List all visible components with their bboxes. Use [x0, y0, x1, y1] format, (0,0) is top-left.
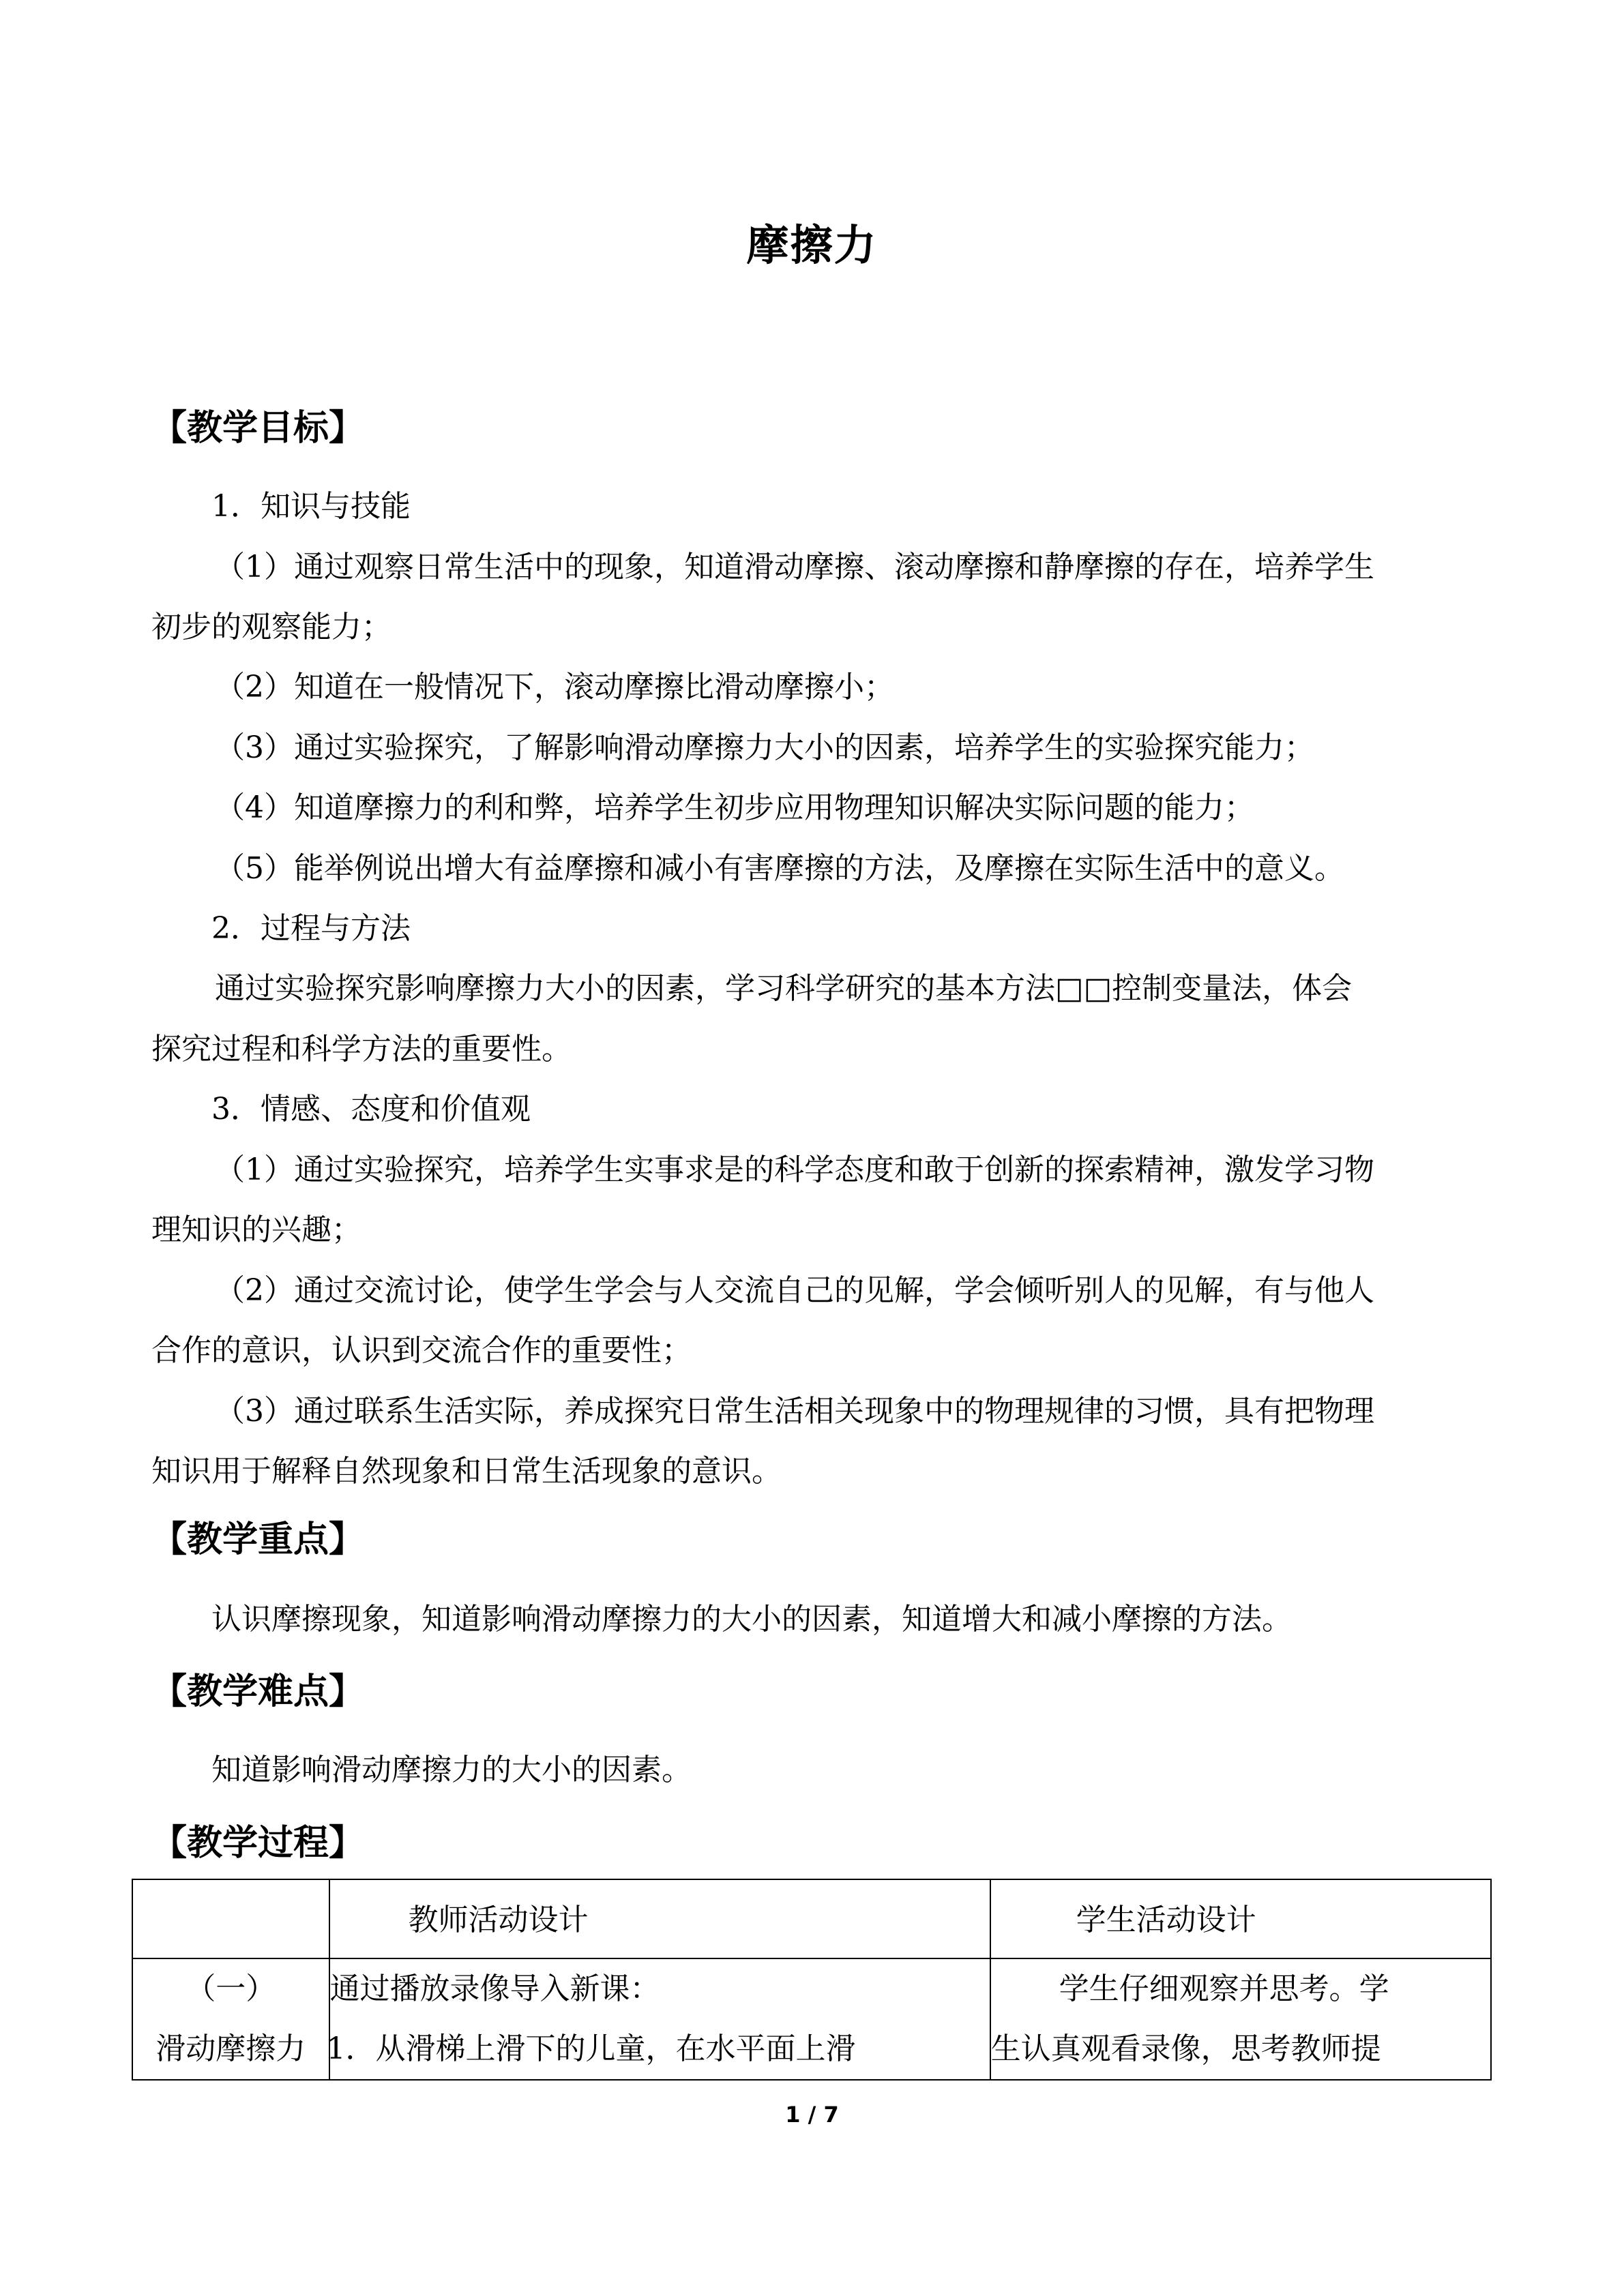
row1-teacher-line-2: 1．从滑梯上滑下的儿童，在水平面上滑 [326, 2031, 856, 2066]
row1-stage-cell [132, 1958, 329, 2080]
k3-item-3-cont: 知识用于解释自然现象和日常生活现象的意识。 [151, 1454, 782, 1489]
header-cell-teacher: 教师活动设计 [329, 1879, 990, 1958]
row1-stage-number: （一） [186, 1971, 276, 2006]
difficulty-heading: 【教学难点】 [151, 1671, 365, 1712]
table-row [132, 1958, 1491, 2080]
k1-item-1-cont: 初步的观察能力； [151, 610, 392, 644]
document-title: 摩擦力 [746, 220, 878, 270]
k3-item-2: （2）通过交流讨论，使学生学会与人交流自己的见解，学会倾听别人的见解，有与他人 [215, 1273, 1374, 1308]
k1-item-5: （5）能举例说出增大有益摩擦和减小有害摩擦的方法，及摩擦在实际生活中的意义。 [215, 851, 1344, 886]
k3-item-1-cont: 理知识的兴趣； [151, 1212, 361, 1247]
k3-item-2-cont: 合作的意识，认识到交流合作的重要性； [151, 1333, 692, 1368]
k2-title: 2．过程与方法 [211, 911, 411, 946]
k2-item-1-cont: 探究过程和科学方法的重要性。 [151, 1032, 572, 1067]
k1-title: 1．知识与技能 [211, 489, 411, 524]
row1-teacher-line-1: 通过播放录像导入新课： [329, 1971, 660, 2006]
key-points-heading: 【教学重点】 [151, 1519, 365, 1560]
row1-student-line-2: 生认真观看录像，思考教师提 [990, 2031, 1381, 2066]
row1-teacher-cell [326, 1958, 990, 2080]
key-points-text: 认识摩擦现象，知道影响滑动摩擦力的大小的因素，知道增大和减小摩擦的方法。 [211, 1602, 1292, 1637]
k3-title: 3．情感、态度和价值观 [211, 1092, 531, 1127]
process-table [132, 1879, 1492, 2081]
k1-item-3: （3）通过实验探究，了解影响滑动摩擦力大小的因素，培养学生的实验探究能力； [215, 730, 1314, 765]
k1-item-1: （1）通过观察日常生活中的现象，知道滑动摩擦、滚动摩擦和静摩擦的存在，培养学生 [215, 550, 1374, 584]
header-cell-student: 学生活动设计 [990, 1879, 1491, 1958]
row1-student-line-1: 学生仔细观察并思考。学 [1059, 1971, 1389, 2006]
row1-stage-name: 滑动摩擦力 [156, 2031, 306, 2066]
header-cell-empty [132, 1879, 329, 1958]
k1-item-2: （2）知道在一般情况下，滚动摩擦比滑动摩擦小； [215, 670, 894, 704]
row1-student-cell [990, 1958, 1491, 2080]
table-header-row [132, 1879, 1491, 1958]
process-heading: 【教学过程】 [151, 1823, 365, 1864]
page-number: 1 / 7 [785, 2102, 839, 2128]
difficulty-text: 知道影响滑动摩擦力的大小的因素。 [211, 1753, 692, 1787]
k1-item-4: （4）知道摩擦力的利和弊，培养学生初步应用物理知识解决实际问题的能力； [215, 790, 1254, 825]
k2-item-1: 通过实验探究影响摩擦力大小的因素，学习科学研究的基本方法□□控制变量法，体会 [215, 971, 1353, 1006]
k3-item-1: （1）通过实验探究，培养学生实事求是的科学态度和敢于创新的探索精神，激发学习物 [215, 1152, 1374, 1187]
k3-item-3: （3）通过联系生活实际，养成探究日常生活相关现象中的物理规律的习惯，具有把物理 [215, 1394, 1374, 1429]
objectives-heading: 【教学目标】 [151, 408, 365, 449]
